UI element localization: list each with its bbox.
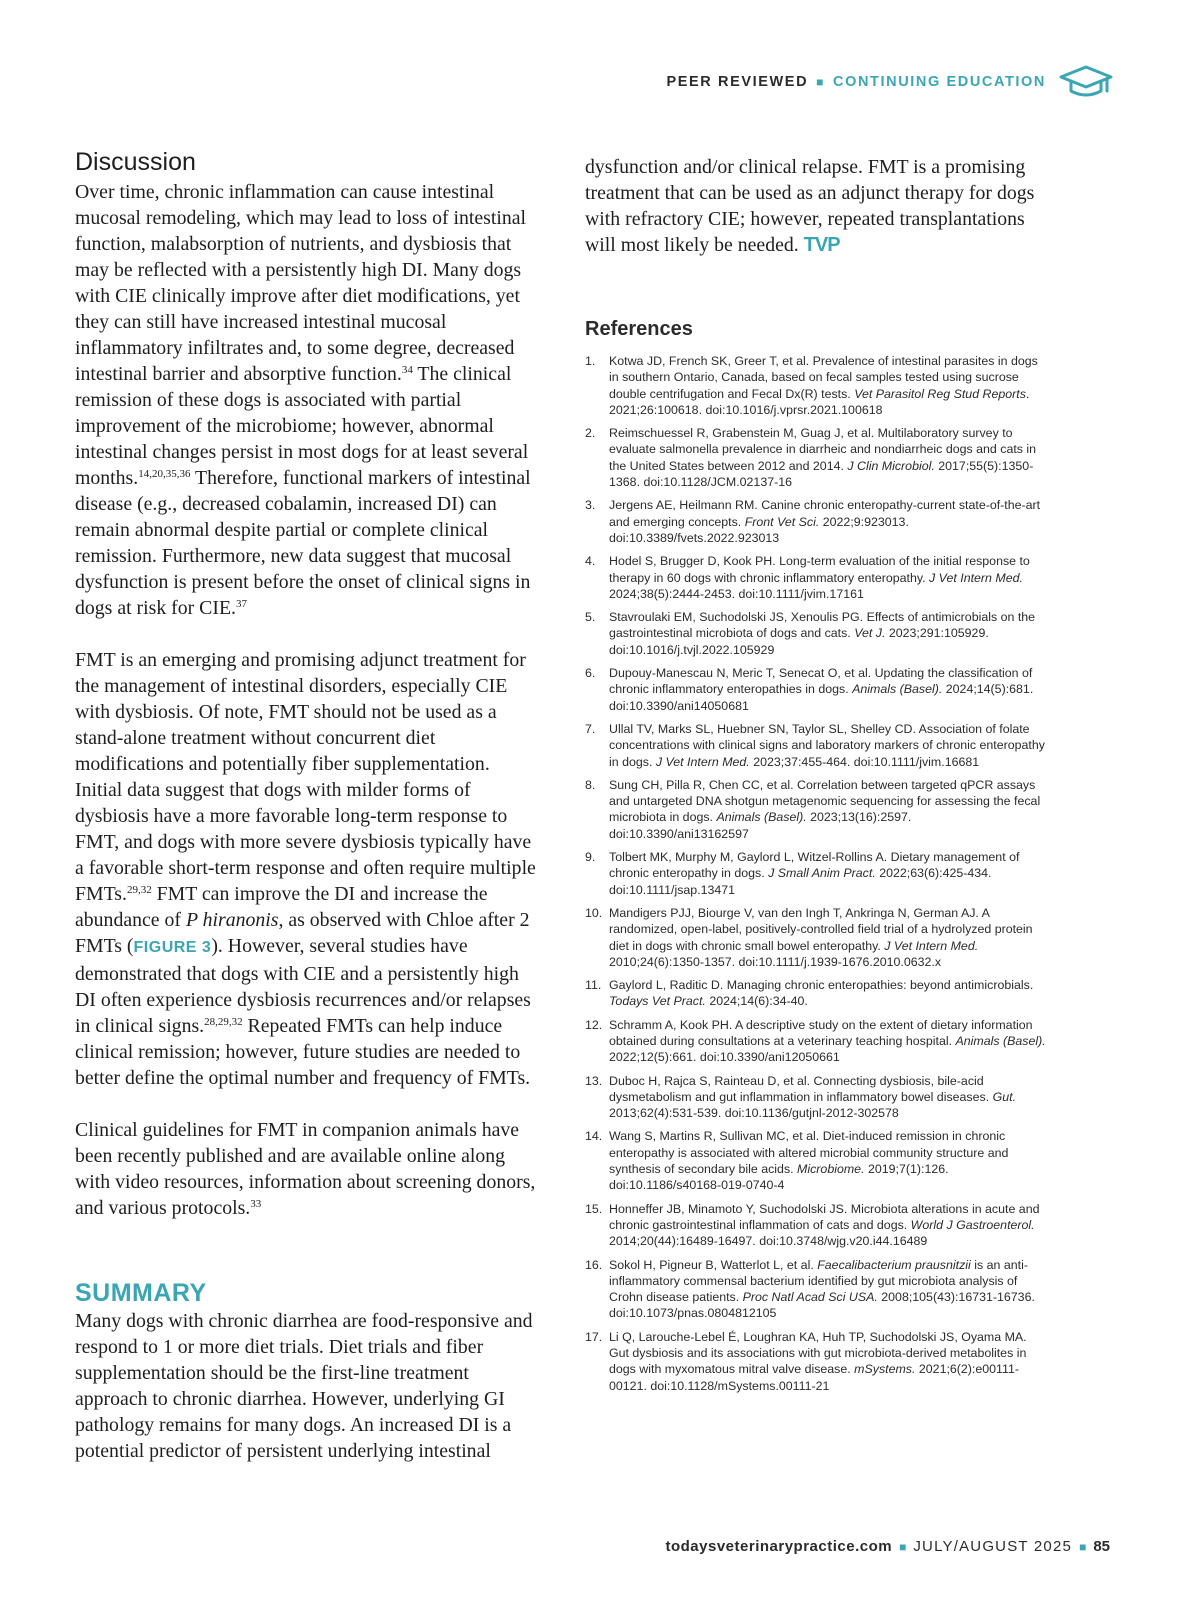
reference-details: 2024;14(6):34-40. [705, 994, 808, 1009]
reference-text: Dupouy-Manescau N, Meric T, Senecat O, et al. Updating the classification of chronic inflammatory enteropathies in dogs. [609, 666, 1033, 697]
summary-paragraph-start: Many dogs with chronic diarrhea are food-responsive and respond to 1 or more diet trials. Diet trials and fiber supplementation should be the first-line treatment approach to chronic diarrhea. However, underlying GI pathology remains for many dogs. An increased DI is a potential predictor of persistent underlying intestinal [75, 1310, 533, 1462]
reference-number: 7. [585, 721, 596, 736]
header-separator: ■ [816, 75, 826, 89]
reference-text: Mandigers PJJ, Biourge V, van den Ingh T, Ankringa N, German AJ. A randomized, open-label, positively-controlled field trial of a hydrolyzed protein diet in dogs with chronic small bowel enteropathy. [609, 905, 1033, 953]
reference-details: 2014;20(44):16489-16497. doi:10.3748/wjg.v20.i44.16489 [609, 1234, 928, 1249]
reference-item [585, 1017, 1047, 1066]
citation-superscript: 34 [401, 364, 413, 376]
reference-details: 2022;12(5):661. doi:10.3390/ani12050661 [609, 1050, 840, 1065]
reference-text: Duboc H, Rajca S, Rainteau D, et al. Connecting dysbiosis, bile-acid dysmetabolism and gut inflammation in inflammatory bowel diseases. [609, 1073, 993, 1104]
page-footer [665, 1538, 1110, 1555]
reference-journal: Proc Natl Acad Sci USA. [742, 1290, 878, 1305]
reference-journal: Vet J. [854, 626, 886, 641]
reference-item [585, 849, 1047, 898]
reference-item [585, 1073, 1047, 1122]
issue-date: JULY/AUGUST 2025 [913, 1538, 1073, 1555]
reference-number: 2. [585, 426, 596, 441]
reference-item [585, 977, 1047, 1010]
reference-journal: Front Vet Sci. [744, 514, 820, 529]
reference-journal: Todays Vet Pract. [609, 994, 706, 1009]
reference-text: Gaylord L, Raditic D. Managing chronic enteropathies: beyond antimicrobials. [609, 978, 1034, 993]
discussion-heading: Discussion [75, 148, 196, 176]
reference-details: 2023;37:455-464. doi:10.1111/jvim.16681 [749, 754, 980, 769]
text-run: dysfunction and/or clinical relapse. FMT is a promising treatment that can be used as an adjunct therapy for dogs with refractory CIE; however, repeated transplantations will most likely be needed. [585, 156, 1035, 256]
reference-number: 3. [585, 498, 596, 513]
reference-details: 2022;9:923013. doi:10.3389/fvets.2022.923013 [609, 514, 909, 545]
reference-details: 2023;291:105929. doi:10.1016/j.tvjl.2022.105929 [609, 626, 989, 657]
reference-text: Hodel S, Brugger D, Kook PH. Long-term evaluation of the initial response to therapy in 60 dogs with chronic inflammatory enteropathy. [609, 554, 1030, 585]
discussion-paragraph-3 [75, 1117, 540, 1221]
reference-journal: Gut. [992, 1089, 1017, 1104]
reference-text: Schramm A, Kook PH. A descriptive study on the extent of dietary information obtained during consultations at a veterinary teaching hospital. [609, 1017, 1033, 1048]
tvp-end-mark: TVP [803, 234, 840, 256]
peer-reviewed-label: PEER REVIEWED [666, 74, 809, 90]
reference-item [585, 1257, 1047, 1322]
reference-text: Reimschuessel R, Grabenstein M, Guag J, et al. Multilaboratory survey to evaluate salmonella prevalence in diarrheic and nondiarrheic dogs and cats in the United States between 2012 and 2014. [609, 426, 1037, 473]
reference-number: 1. [585, 354, 596, 368]
reference-number: 4. [585, 554, 596, 569]
text-run: Repeated FMTs can help induce clinical remission; however, future studies are needed to better define the optimal number and frequency of FMTs. [75, 1015, 531, 1089]
text-run: The clinical remission of these dogs is associated with partial improvement of the microbiome; however, abnormal intestinal changes persist in most dogs for at least several months. [75, 363, 529, 489]
references-heading: References [585, 318, 693, 340]
text-run: Over time, chronic inflammation can cause intestinal mucosal remodeling, which may lead to loss of intestinal function, malabsorption of nutrients, and dysbiosis that may be reflected with a persistently high DI. Many dogs with CIE clinically improve after diet modifications, yet they can still have increased intestinal mucosal inflammatory infiltrates and, to some degree, decreased intestinal barrier and absorptive function. [75, 181, 527, 385]
reference-details: . 2021;26:100618. doi:10.1016/j.vprsr.2021.100618 [609, 386, 1030, 417]
text-run: ). However, several studies have demonstrated that dogs with CIE and a persistently high DI often experience dysbiosis recurrences and/or relapses in clinical signs. [75, 935, 531, 1037]
reference-journal: J Vet Intern Med. [884, 938, 979, 953]
reference-item [585, 1128, 1047, 1193]
running-header [666, 64, 1114, 100]
citation-superscript: 37 [235, 598, 247, 610]
reference-item [585, 665, 1047, 714]
reference-journal: Animals (Basel). [955, 1033, 1046, 1048]
text-run: , as observed with Chloe after 2 FMTs ( [75, 909, 530, 957]
reference-item [585, 497, 1047, 546]
reference-details: 2008;105(43):16731-16736. doi:10.1073/pnas.0804812105 [609, 1290, 1035, 1321]
footer-separator: ■ [1079, 1539, 1087, 1554]
reference-text: Honneffer JB, Minamoto Y, Suchodolski JS. Microbiota alterations in acute and chronic gastrointestinal inflammation of cats and dogs. [609, 1201, 1040, 1232]
reference-item [585, 353, 1047, 418]
reference-text: Wang S, Martins R, Sullivan MC, et al. Diet-induced remission in chronic enteropathy is associated with altered microbial community structure and synthesis of secondary bile acids. [609, 1129, 1009, 1177]
reference-item [585, 905, 1047, 970]
reference-number: 12. [585, 1017, 603, 1032]
reference-text: Stavroulaki EM, Suchodolski JS, Xenoulis PG. Effects of antimicrobials on the gastrointestinal microbiota of dogs and cats. [609, 610, 1036, 641]
reference-details: 2013;62(4):531-539. doi:10.1136/gutjnl-2012-302578 [609, 1106, 899, 1121]
reference-number: 6. [585, 666, 596, 681]
reference-number: 10. [585, 905, 603, 920]
reference-number: 14. [585, 1129, 603, 1144]
figure-3-link[interactable]: FIGURE 3 [133, 939, 212, 956]
reference-journal: J Vet Intern Med. [655, 754, 750, 769]
reference-journal: J Small Anim Pract. [768, 866, 876, 881]
reference-journal: J Clin Microbiol. [847, 458, 935, 473]
text-run: FMT can improve the DI and increase the abundance of [75, 883, 488, 931]
reference-number: 15. [585, 1201, 603, 1216]
reference-number: 13. [585, 1073, 603, 1088]
reference-details: 2017;55(5):1350-1368. doi:10.1128/JCM.02137-16 [609, 458, 1034, 490]
reference-number: 11. [585, 978, 602, 993]
reference-item [585, 1201, 1047, 1250]
summary-paragraph-end [585, 154, 1047, 258]
reference-text: Ullal TV, Marks SL, Huebner SN, Taylor SL, Shelley CD. Association of folate concentrations with clinical signs and laboratory markers of chronic enteropathy in dogs. [609, 721, 1045, 769]
reference-journal: Vet Parasitol Reg Stud Reports [854, 386, 1026, 401]
reference-details: 2022;63(6):425-434. doi:10.1111/jsap.13471 [609, 866, 992, 897]
reference-number: 16. [585, 1257, 603, 1272]
reference-item [585, 553, 1047, 602]
text-run: Therefore, functional markers of intestinal disease (e.g., decreased cobalamin, increased DI) can remain abnormal despite partial or complete clinical remission. Furthermore, new data suggest that mucosal dysfunction is present before the onset of clinical signs in dogs at risk for CIE. [75, 467, 531, 619]
reference-details: is an anti-inflammatory commensal bacterium identified by gut microbiota analysis of Crohn disease patients. [609, 1257, 1028, 1305]
reference-details: 2024;14(5):681. doi:10.3390/ani14050681 [609, 682, 1034, 713]
reference-details: 2021;6(2):e00111-00121. doi:10.1128/mSystems.00111-21 [609, 1362, 1020, 1393]
reference-text: Tolbert MK, Murphy M, Gaylord L, Witzel-Rollins A. Dietary management of chronic enteropathy in dogs. [609, 850, 1020, 881]
summary-heading: SUMMARY [75, 1279, 207, 1307]
reference-journal: Faecalibacterium prausnitzii [817, 1257, 971, 1272]
reference-number: 17. [585, 1329, 603, 1344]
reference-text: Jergens AE, Heilmann RM. Canine chronic enteropathy-current state-of-the-art and emerging concepts. [609, 498, 1041, 529]
reference-number: 5. [585, 610, 596, 625]
species-name: P hiranonis [185, 909, 279, 931]
reference-number: 9. [585, 850, 596, 865]
reference-details: 2023;13(16):2597. doi:10.3390/ani13162597 [609, 810, 912, 841]
reference-details: 2019;7(1):126. doi:10.1186/s40168-019-0740-4 [609, 1162, 949, 1193]
reference-item [585, 1329, 1047, 1394]
website-link[interactable]: todaysveterinarypractice.com [665, 1538, 893, 1555]
section-label: CONTINUING EDUCATION [833, 74, 1046, 90]
reference-journal: Microbiome. [797, 1162, 865, 1177]
citation-superscript: 14,20,35,36 [138, 468, 191, 480]
reference-item [585, 609, 1047, 658]
reference-journal: Animals (Basel). [852, 682, 943, 697]
discussion-paragraph-1 [75, 179, 540, 621]
graduation-cap-icon [1058, 64, 1114, 100]
reference-journal: Animals (Basel). [716, 810, 807, 825]
reference-text: Kotwa JD, French SK, Greer T, et al. Prevalence of intestinal parasites in dogs in southern Ontario, Canada, based on fecal samples tested using sucrose double centrifugation and Fecal Dx(R) tests. [609, 354, 1038, 401]
references-list [585, 353, 1047, 1394]
footer-separator: ■ [899, 1539, 907, 1554]
reference-item [585, 721, 1047, 770]
text-run: FMT is an emerging and promising adjunct treatment for the management of intestinal disorders, especially CIE with dysbiosis. Of note, FMT should not be used as a stand-alone treatment without concurrent diet modifications and potentially fiber supplementation. Initial data suggest that dogs with milder forms of dysbiosis have a more favorable long-term response to FMT, and dogs with more severe dysbiosis typically have a favorable short-term response and often require multiple FMTs. [75, 649, 536, 905]
discussion-paragraph-2 [75, 647, 540, 1091]
citation-superscript: 28,29,32 [204, 1016, 243, 1028]
reference-text: Sokol H, Pigneur B, Watterlot L, et al. [609, 1257, 818, 1272]
reference-details: 2010;24(6):1350-1357. doi:10.1111/j.1939-1676.2010.0632.x [609, 954, 942, 969]
left-column [75, 148, 540, 1464]
reference-journal: mSystems. [854, 1362, 916, 1377]
page-number: 85 [1093, 1538, 1110, 1555]
citation-superscript: 29,32 [126, 884, 152, 896]
reference-text: Sung CH, Pilla R, Chen CC, et al. Correlation between targeted qPCR assays and untargeted DNA shotgun metagenomic sequencing for assessing the fecal microbiota in dogs. [609, 777, 1041, 825]
reference-number: 8. [585, 777, 596, 792]
reference-journal: J Vet Intern Med. [929, 570, 1023, 585]
text-run: Clinical guidelines for FMT in companion animals have been recently published and are available online along with video resources, information about screening donors, and various protocols. [75, 1119, 536, 1219]
reference-item [585, 425, 1047, 490]
citation-superscript: 33 [250, 1198, 262, 1210]
reference-item [585, 777, 1047, 842]
reference-journal: World J Gastroenterol. [910, 1217, 1035, 1232]
right-column [585, 154, 1047, 1401]
reference-details: 2024;38(5):2444-2453. doi:10.1111/jvim.17161 [609, 586, 864, 601]
reference-text: Li Q, Larouche-Lebel É, Loughran KA, Huh TP, Suchodolski JS, Oyama MA. Gut dysbiosis and its associations with gut microbiota-derived metabolites in dogs with myxomatous mitral valve disease. [609, 1329, 1027, 1377]
